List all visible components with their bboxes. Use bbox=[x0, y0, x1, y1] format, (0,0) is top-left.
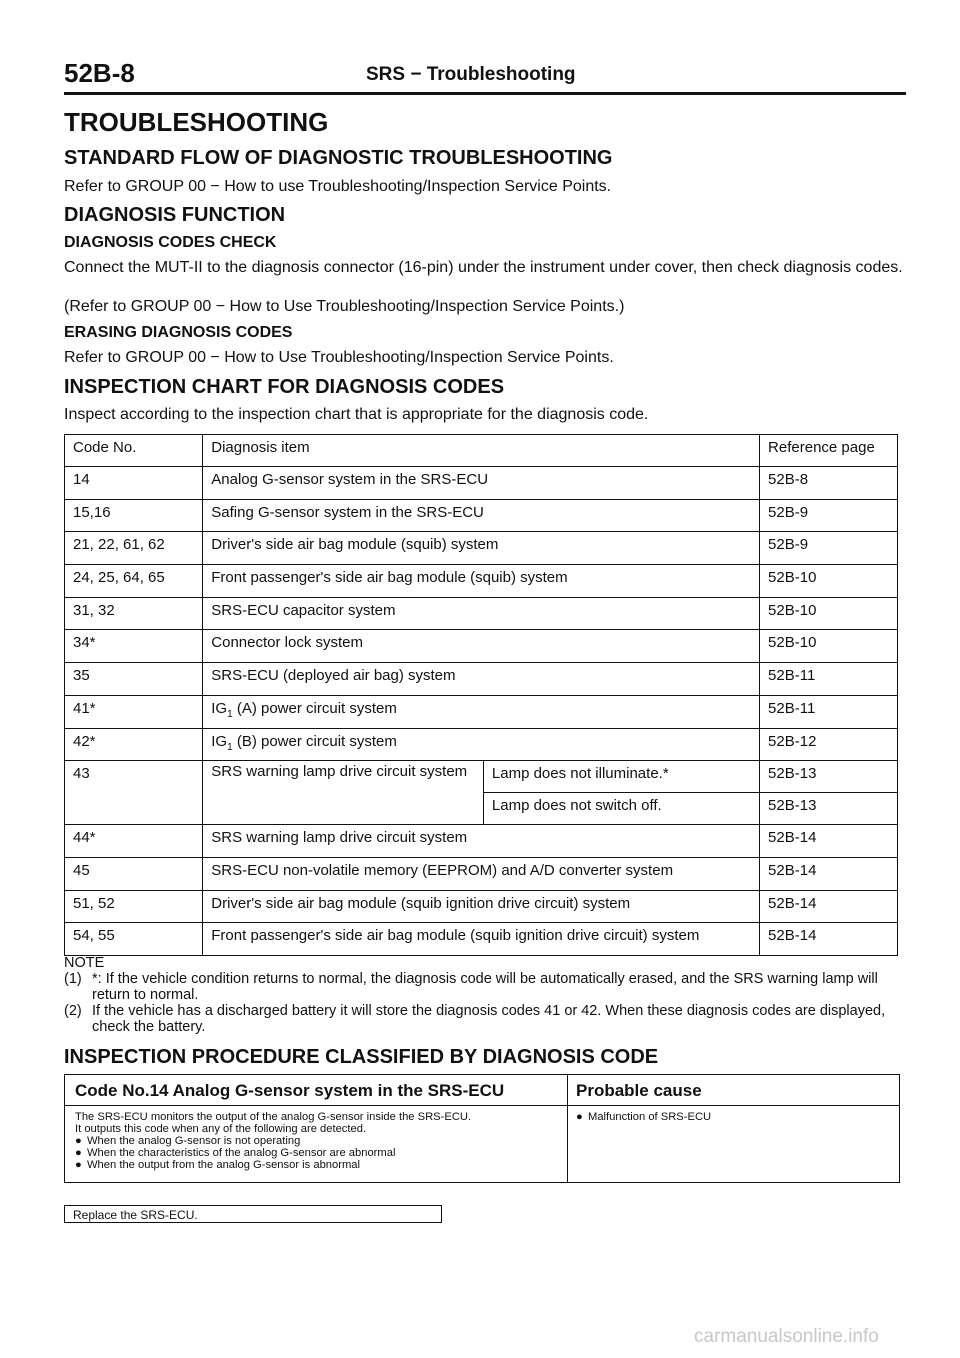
item-cell bbox=[203, 695, 760, 728]
column-header-ref: Reference page bbox=[760, 435, 898, 467]
ref-cell: 52B-10 bbox=[760, 630, 898, 663]
table-row bbox=[65, 565, 898, 598]
bullet-icon: ● bbox=[75, 1159, 82, 1171]
bullet-icon: ● bbox=[75, 1135, 82, 1147]
code-cell: 21, 22, 61, 62 bbox=[65, 532, 203, 565]
item-subscript: 1 bbox=[227, 741, 233, 753]
item-cell: Safing G-sensor system in the SRS-ECU bbox=[203, 499, 760, 532]
code-cell: 34* bbox=[65, 630, 203, 663]
watermark: carmanualsonline.info bbox=[694, 1326, 879, 1347]
inspection-chart-intro: Inspect according to the inspection chart that is appropriate for the diagnosis code. bbox=[64, 406, 649, 423]
inspection-chart-table bbox=[64, 434, 898, 956]
description-bullet: ● When the output from the analog G-sensor is abnormal bbox=[75, 1159, 360, 1171]
table-row bbox=[65, 532, 898, 565]
code-cell: 54, 55 bbox=[65, 923, 203, 956]
item-cell: SRS-ECU (deployed air bag) system bbox=[203, 663, 760, 696]
table-row bbox=[65, 663, 898, 696]
note-number: (1) bbox=[64, 971, 82, 987]
page-header bbox=[64, 58, 906, 95]
note-block bbox=[64, 955, 904, 1035]
code-cell: 35 bbox=[65, 663, 203, 696]
codes-check-heading: DIAGNOSIS CODES CHECK bbox=[64, 234, 277, 251]
ref-cell: 52B-9 bbox=[760, 499, 898, 532]
ref-cell: 52B-12 bbox=[760, 728, 898, 761]
ref-cell: 52B-14 bbox=[760, 890, 898, 923]
probable-cause-title: Probable cause bbox=[576, 1081, 702, 1100]
code-cell: 45 bbox=[65, 857, 203, 890]
note-text: *: If the vehicle condition returns to normal, the diagnosis code will be automatically erased, and the SRS warning lamp will return to normal. bbox=[92, 971, 878, 1003]
procedure-box bbox=[64, 1074, 900, 1183]
codes-check-ref: (Refer to GROUP 00 − How to Use Troubleshooting/Inspection Service Points.) bbox=[64, 298, 625, 315]
procedure-code-title: Code No.14 Analog G-sensor system in the SRS-ECU bbox=[65, 1075, 568, 1105]
note-item bbox=[64, 971, 904, 1003]
table-row bbox=[65, 630, 898, 663]
column-header-code: Code No. bbox=[65, 435, 203, 467]
item-subscript: 1 bbox=[227, 708, 233, 720]
erasing-codes-text: Refer to GROUP 00 − How to Use Troubleshooting/Inspection Service Points. bbox=[64, 349, 614, 366]
code-cell: 43 bbox=[65, 761, 203, 825]
ref-cell: 52B-8 bbox=[760, 467, 898, 500]
table-row bbox=[65, 761, 898, 793]
action-box: Replace the SRS-ECU. bbox=[64, 1205, 442, 1223]
codes-check-text: Connect the MUT-II to the diagnosis connector (16-pin) under the instrument under cover, then check diagnosis codes. bbox=[64, 259, 903, 276]
code-cell: 42* bbox=[65, 728, 203, 761]
code-cell: 15,16 bbox=[65, 499, 203, 532]
section-title: SRS − Troubleshooting bbox=[366, 64, 576, 85]
ref-cell: 52B-14 bbox=[760, 857, 898, 890]
item-cell: Driver's side air bag module (squib ignition drive circuit) system bbox=[203, 890, 760, 923]
code-cell: 44* bbox=[65, 825, 203, 858]
item-cell: Driver's side air bag module (squib) system bbox=[203, 532, 760, 565]
item-prefix: IG bbox=[211, 732, 228, 750]
procedure-heading: INSPECTION PROCEDURE CLASSIFIED BY DIAGNOSIS CODE bbox=[64, 1046, 659, 1068]
table-row bbox=[65, 695, 898, 728]
bullet-icon: ● bbox=[75, 1147, 82, 1159]
code-cell: 31, 32 bbox=[65, 597, 203, 630]
standard-flow-text: Refer to GROUP 00 − How to use Troubleshooting/Inspection Service Points. bbox=[64, 178, 612, 195]
diagnosis-function-heading: DIAGNOSIS FUNCTION bbox=[64, 204, 286, 226]
procedure-box-body bbox=[65, 1106, 899, 1182]
note-label: NOTE bbox=[64, 955, 105, 971]
bullet-icon: ● bbox=[576, 1111, 583, 1123]
note-item bbox=[64, 1003, 904, 1035]
ref-cell: 52B-11 bbox=[760, 663, 898, 696]
table-row bbox=[65, 467, 898, 500]
item-cell: SRS warning lamp drive circuit system bbox=[203, 825, 760, 858]
code-cell: 41* bbox=[65, 695, 203, 728]
standard-flow-heading: STANDARD FLOW OF DIAGNOSTIC TROUBLESHOOTING bbox=[64, 147, 613, 169]
table-row bbox=[65, 499, 898, 532]
description-line: The SRS-ECU monitors the output of the analog G-sensor inside the SRS-ECU. bbox=[75, 1111, 472, 1123]
note-number: (2) bbox=[64, 1003, 82, 1019]
description-line: It outputs this code when any of the following are detected. bbox=[75, 1123, 367, 1135]
procedure-description bbox=[65, 1106, 568, 1182]
note-text: If the vehicle has a discharged battery it will store the diagnosis codes 41 or 42. When these diagnosis codes are displayed, check the battery. bbox=[92, 1003, 886, 1035]
item-cell: SRS warning lamp drive circuit system bbox=[203, 761, 484, 825]
code-cell: 24, 25, 64, 65 bbox=[65, 565, 203, 598]
ref-cell: 52B-9 bbox=[760, 532, 898, 565]
ref-cell: 52B-13 bbox=[760, 793, 898, 825]
table-row bbox=[65, 728, 898, 761]
probable-cause-list bbox=[568, 1106, 711, 1182]
sub-item-cell: Lamp does not illuminate.* bbox=[483, 761, 759, 793]
table-row bbox=[65, 597, 898, 630]
ref-cell: 52B-14 bbox=[760, 923, 898, 956]
sub-item-cell: Lamp does not switch off. bbox=[483, 793, 759, 825]
ref-cell: 52B-13 bbox=[760, 761, 898, 793]
item-cell: Front passenger's side air bag module (squib ignition drive circuit) system bbox=[203, 923, 760, 956]
item-rest: (A) power circuit system bbox=[232, 699, 397, 717]
table-row bbox=[65, 923, 898, 956]
table-header-row bbox=[65, 435, 898, 467]
description-bullet: ● When the analog G-sensor is not operating bbox=[75, 1135, 301, 1147]
code-cell: 51, 52 bbox=[65, 890, 203, 923]
item-cell: Connector lock system bbox=[203, 630, 760, 663]
ref-cell: 52B-11 bbox=[760, 695, 898, 728]
item-rest: (B) power circuit system bbox=[232, 732, 397, 750]
code-cell: 14 bbox=[65, 467, 203, 500]
inspection-chart-heading: INSPECTION CHART FOR DIAGNOSIS CODES bbox=[64, 376, 505, 398]
item-cell: SRS-ECU non-volatile memory (EEPROM) and A/D converter system bbox=[203, 857, 760, 890]
item-prefix: IG bbox=[211, 699, 228, 717]
item-cell bbox=[203, 728, 760, 761]
table-row bbox=[65, 857, 898, 890]
item-cell: SRS-ECU capacitor system bbox=[203, 597, 760, 630]
item-cell: Analog G-sensor system in the SRS-ECU bbox=[203, 467, 760, 500]
page-title: TROUBLESHOOTING bbox=[64, 107, 329, 137]
table-row bbox=[65, 890, 898, 923]
description-bullet: ● When the characteristics of the analog G-sensor are abnormal bbox=[75, 1147, 396, 1159]
procedure-box-header bbox=[65, 1075, 899, 1106]
table-row bbox=[65, 825, 898, 858]
column-header-item: Diagnosis item bbox=[203, 435, 760, 467]
ref-cell: 52B-14 bbox=[760, 825, 898, 858]
erasing-codes-heading: ERASING DIAGNOSIS CODES bbox=[64, 324, 293, 341]
item-cell: Front passenger's side air bag module (squib) system bbox=[203, 565, 760, 598]
ref-cell: 52B-10 bbox=[760, 597, 898, 630]
ref-cell: 52B-10 bbox=[760, 565, 898, 598]
cause-item: ● Malfunction of SRS-ECU bbox=[576, 1111, 712, 1123]
page-number: 52B-8 bbox=[64, 58, 135, 88]
